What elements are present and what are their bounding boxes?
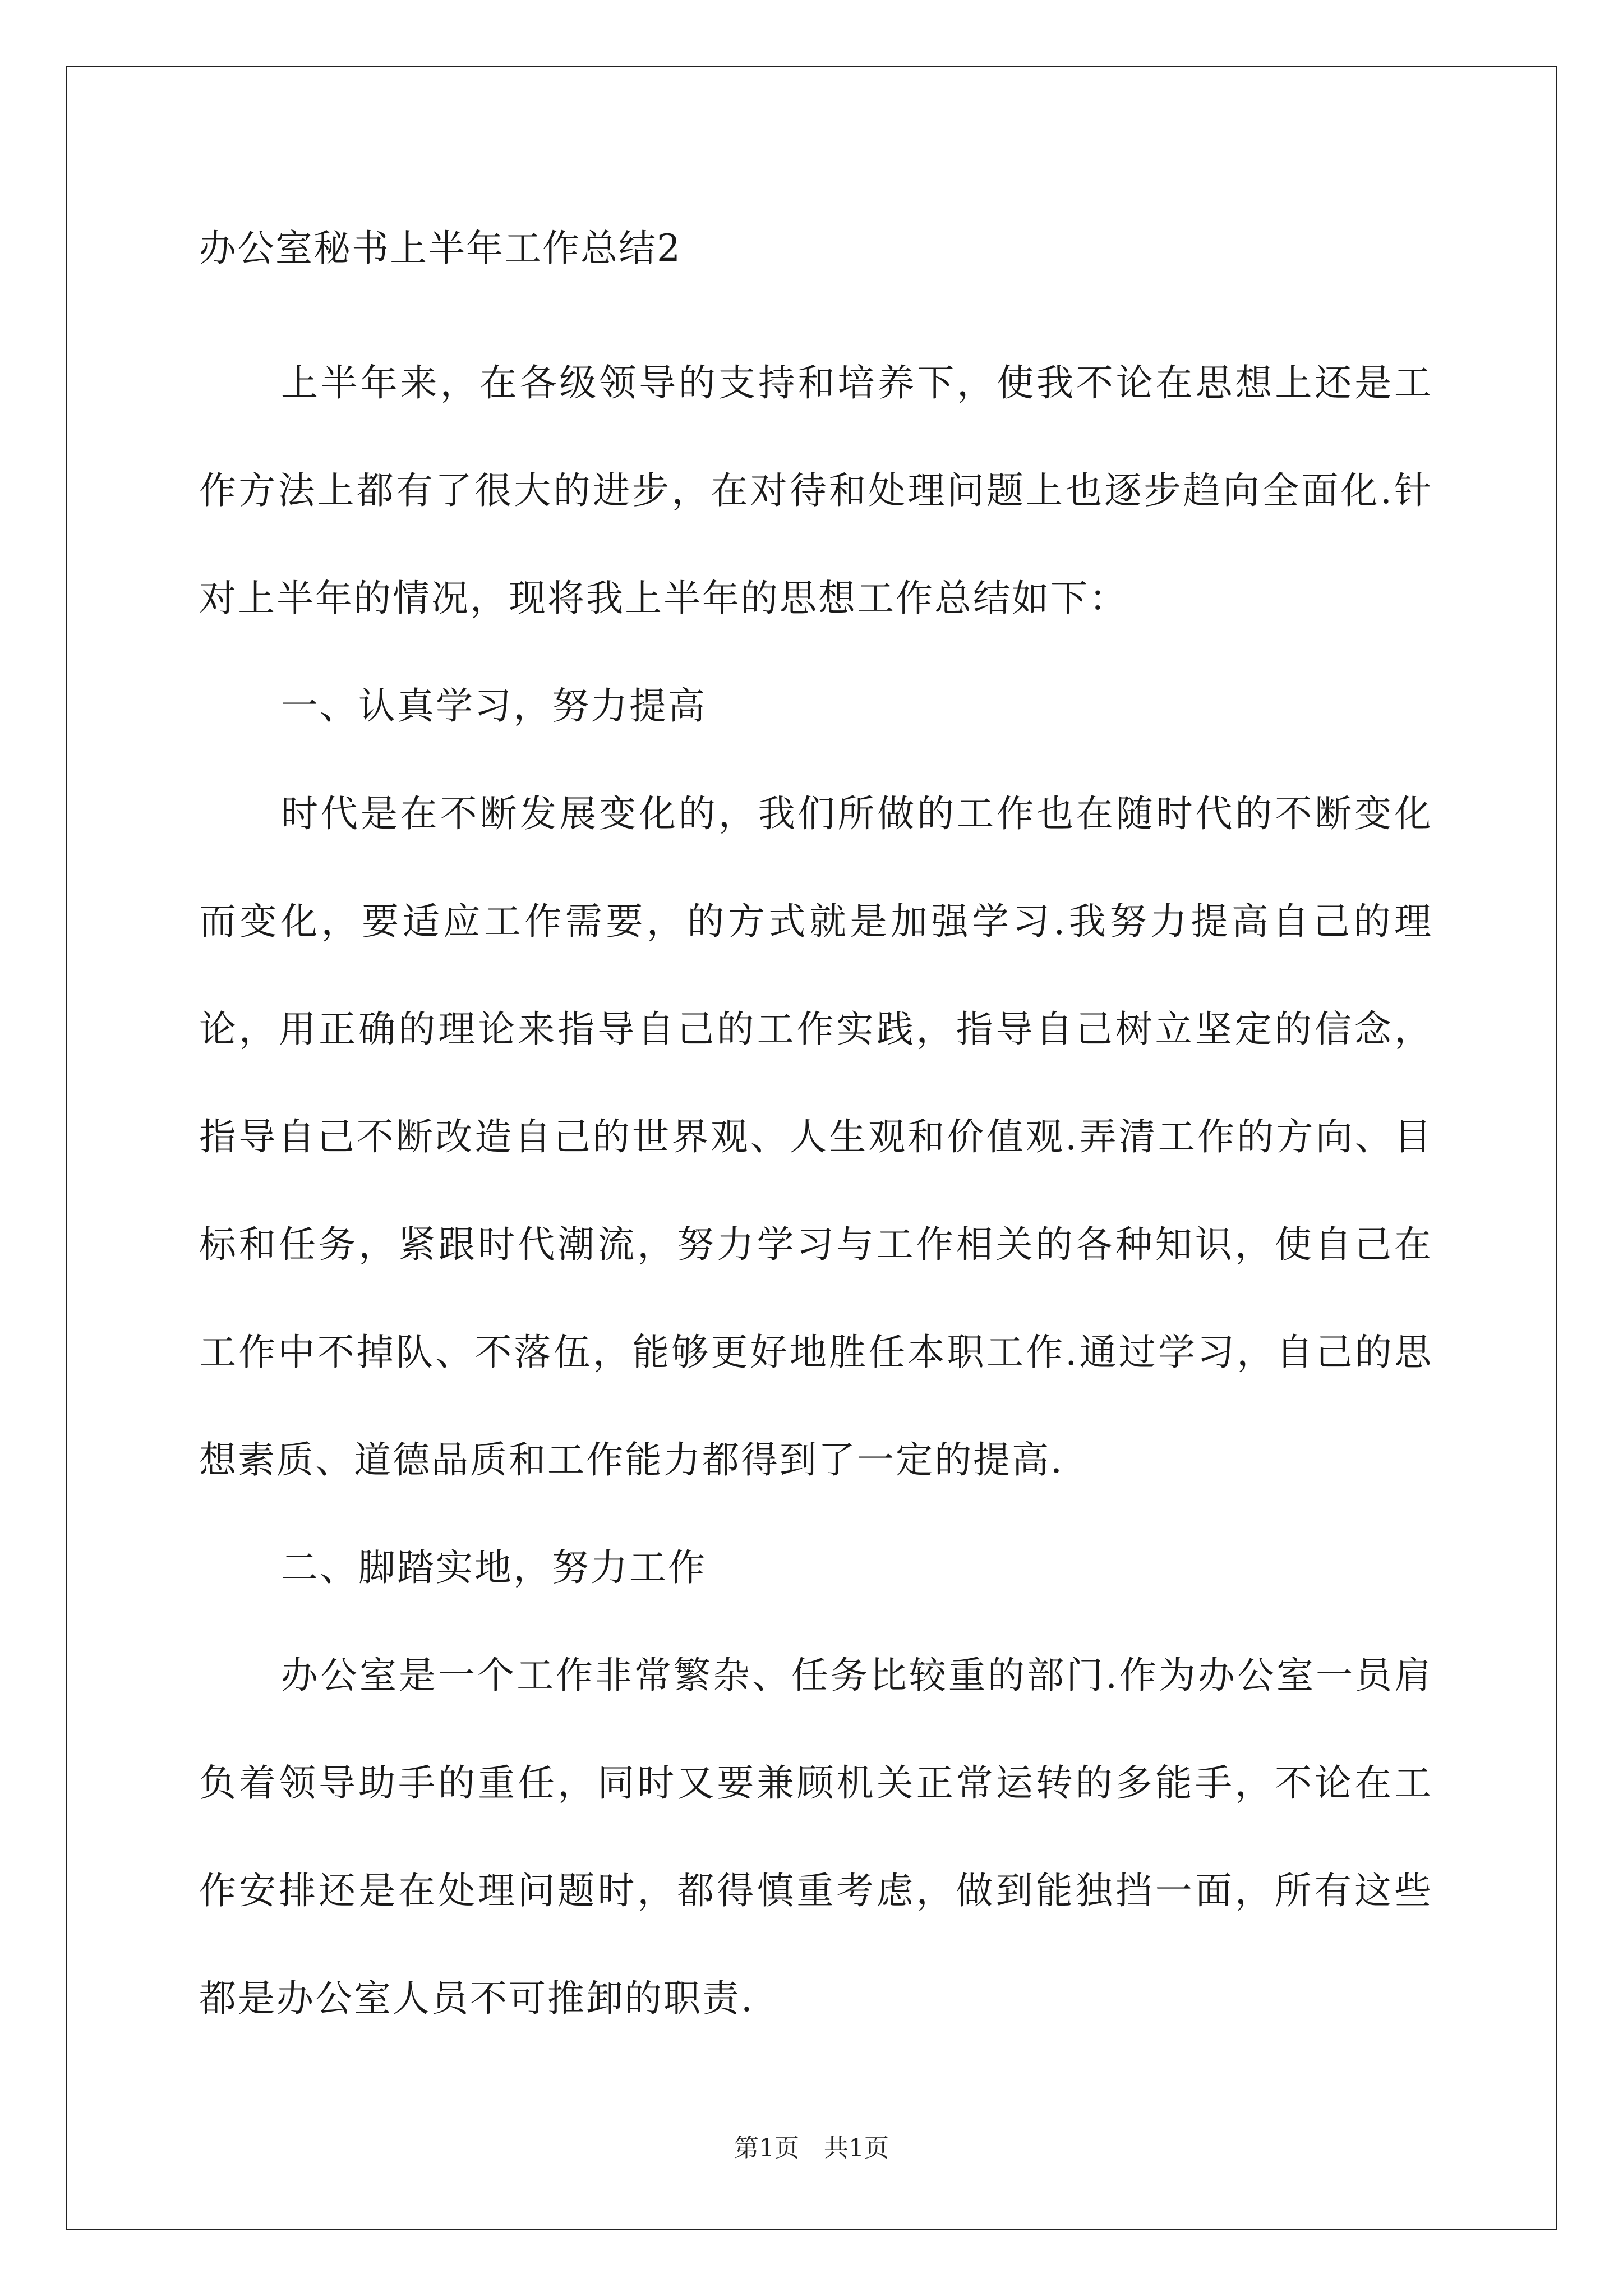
paragraph-intro: 上半年来，在各级领导的支持和培养下，使我不论在思想上还是工作方法上都有了很大的进步，在对待和处理问题上也逐步趋向全面化.针对上半年的情况，现将我上半年的思想工作总结如下： (199, 361, 1433, 620)
section-heading-1: 一、认真学习，努力提高 (281, 684, 707, 728)
document-title: 办公室秘书上半年工作总结2 (199, 227, 681, 270)
paragraph-study: 时代是在不断发展变化的，我们所做的工作也在随时代的不断变化而变化，要适应工作需要，的方式就是加强学习.我努力提高自己的理论，用正确的理论来指导自己的工作实践，指导自己树立坚定的信念，指导自己不断改造自己的世界观、人生观和价值观.弄清工作的方向、目标和任务，紧跟时代潮流，努力学习与工作相关的各种知识，使自己在工作中不掉队、不落伍，能够更好地胜任本职工作.通过学习，自己的思想素质、道德品质和工作能力都得到了一定的提高. (199, 792, 1433, 1481)
document-body (199, 222, 1433, 2053)
paragraph-work: 办公室是一个工作非常繁杂、任务比较重的部门.作为办公室一员肩负着领导助手的重任，同时又要兼顾机关正常运转的多能手，不论在工作安排还是在处理问题时，都得慎重考虑，做到能独挡一面，所有这些都是办公室人员不可推卸的职责. (199, 1654, 1433, 2020)
page-number-footer: 第1页 共1页 (734, 2134, 889, 2162)
section-heading-2: 二、脚踏实地，努力工作 (281, 1546, 707, 1589)
